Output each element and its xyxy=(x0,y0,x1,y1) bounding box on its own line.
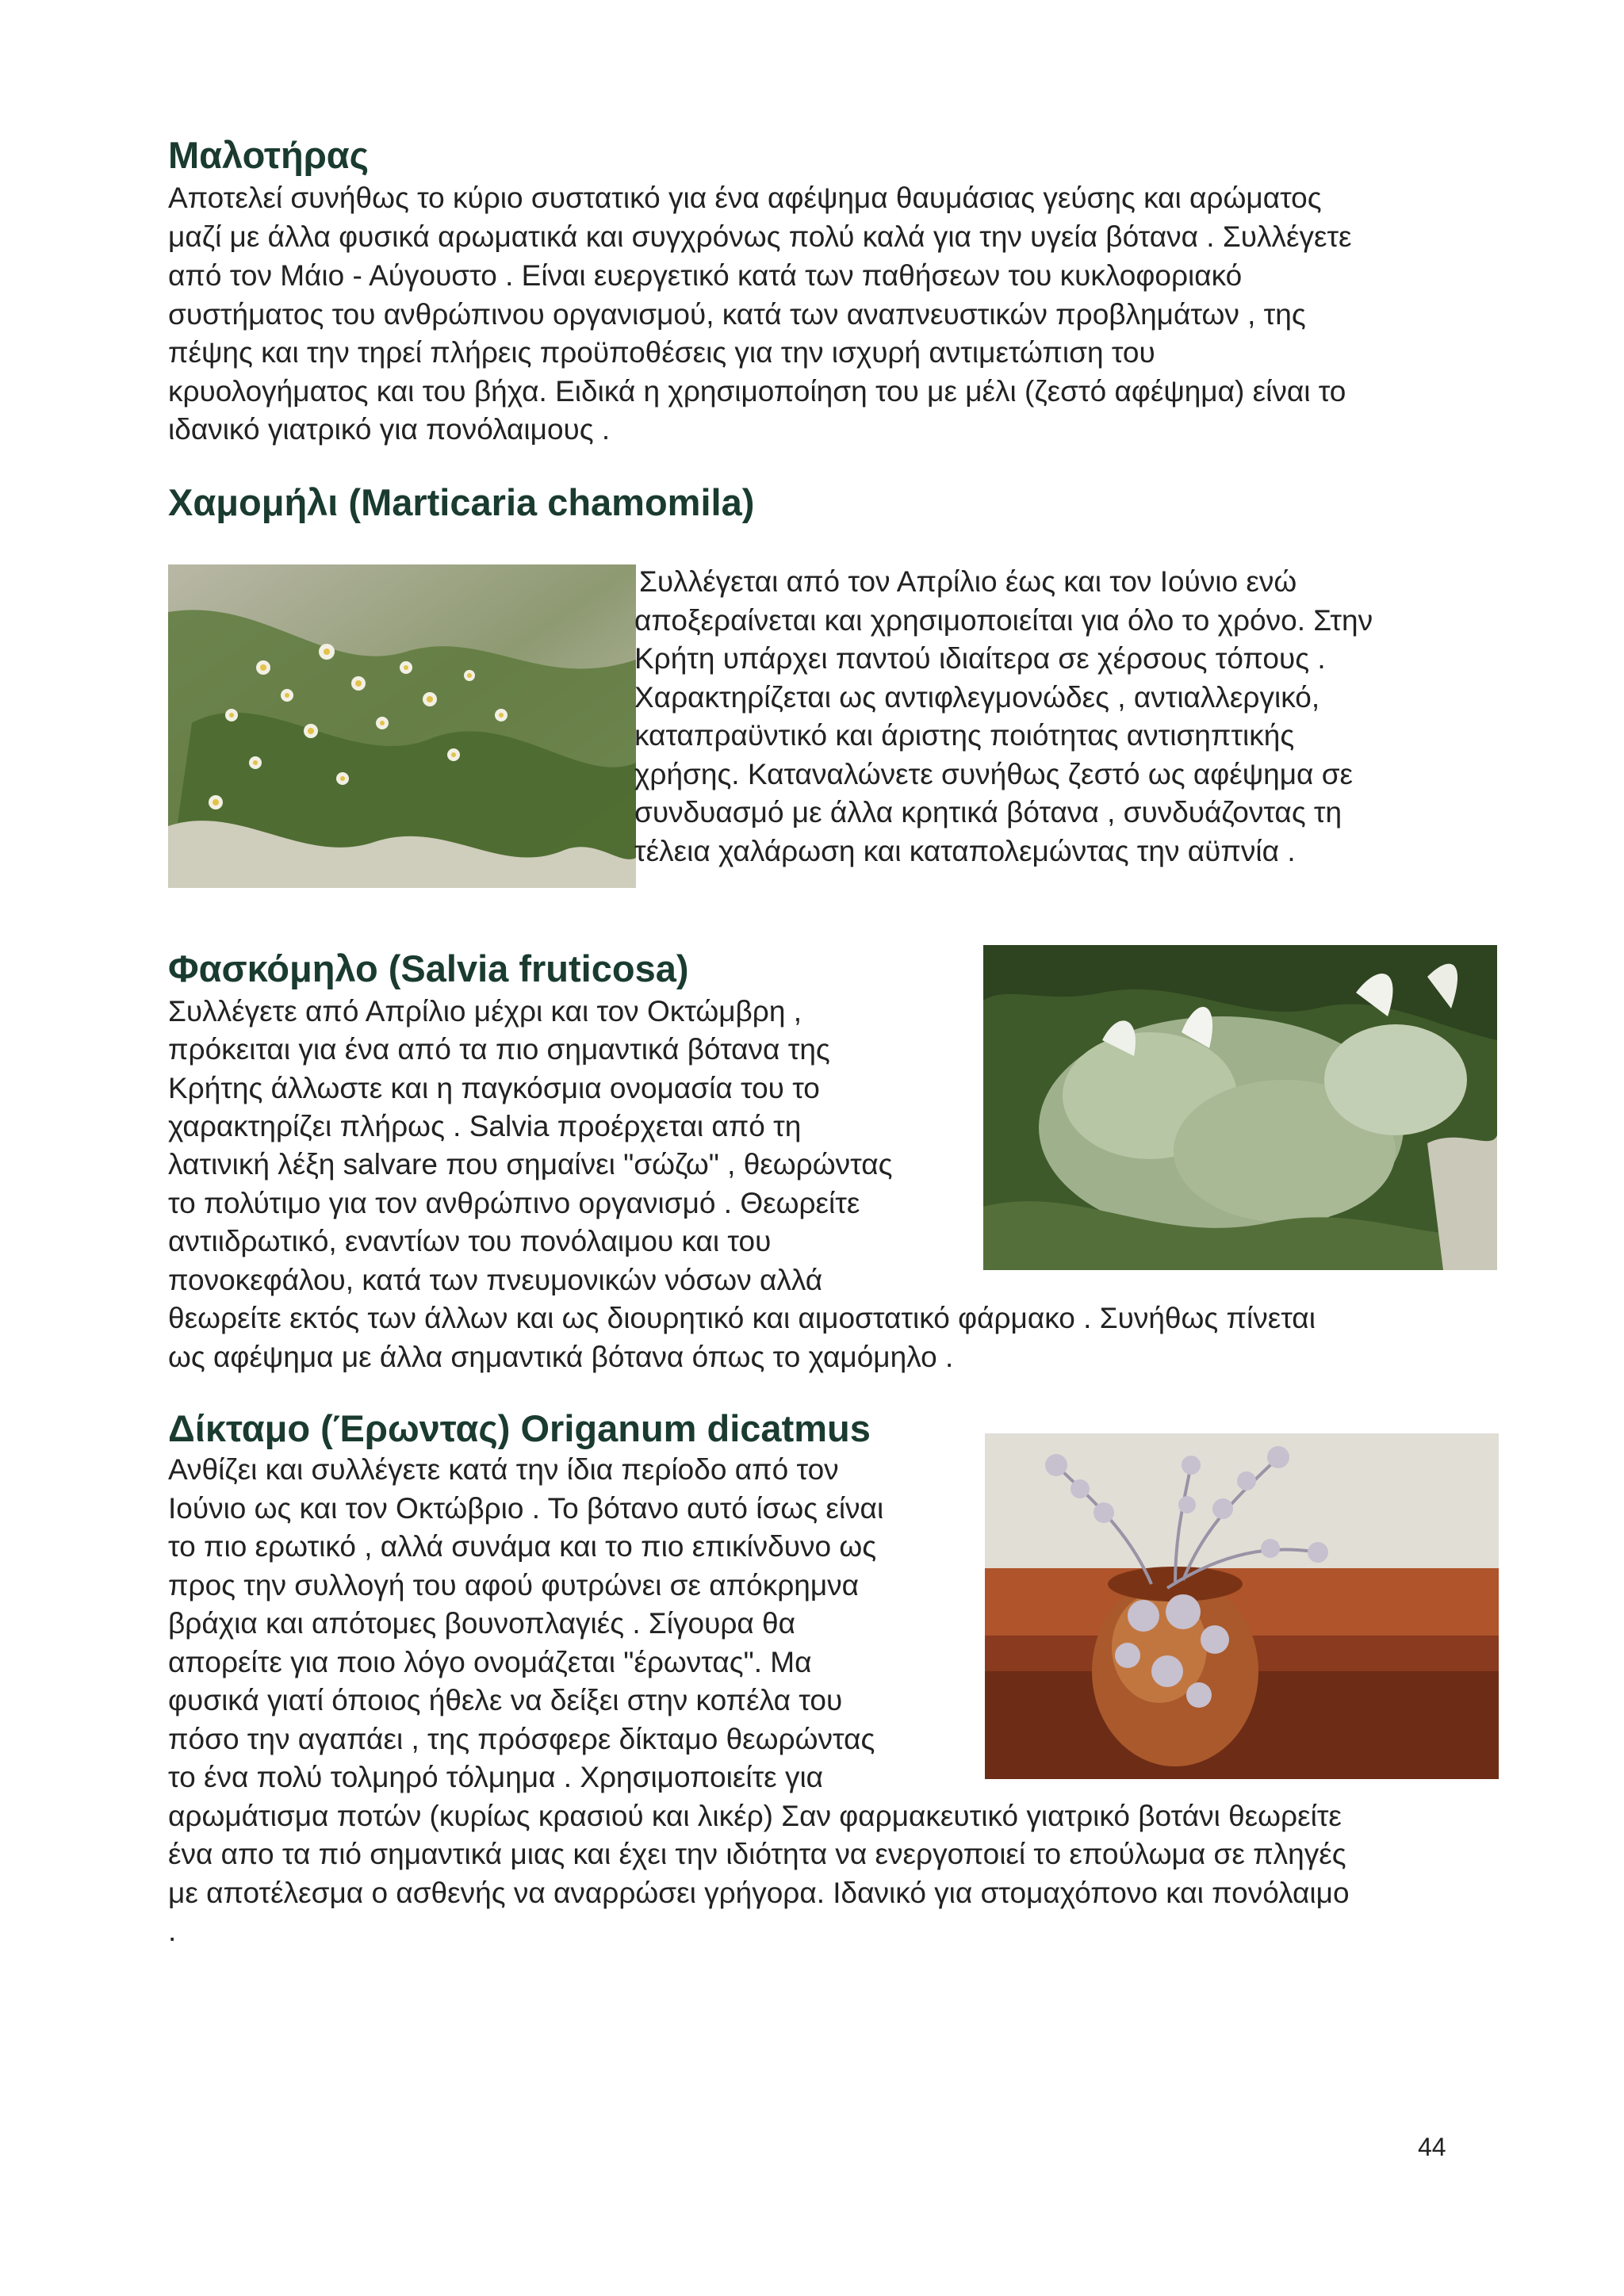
body-line: Αποτελεί συνήθως το κύριο συστατικό για ένα αφέψημα θαυμάσιας γεύσης και αρώματος xyxy=(168,182,1322,214)
dittany-photo xyxy=(985,1433,1499,1779)
body-line: πονοκεφάλου, κατά των πνευμονικών νόσων αλλά xyxy=(168,1264,823,1296)
body-line: βράχια και απότομες βουνοπλαγιές . Σίγουρα θα xyxy=(168,1607,796,1640)
body-line: το πιο ερωτικό , αλλά συνάμα και το πιο επικίνδυνο ως xyxy=(168,1530,877,1563)
body-line: Ανθίζει και συλλέγετε κατά την ίδια περίοδο από τον xyxy=(168,1453,839,1486)
body-line: αποξεραίνεται και χρησιμοποιείται για όλο το χρόνο. Στην xyxy=(634,604,1373,637)
body-line: με αποτέλεσμα ο ασθενής να αναρρώσει γρήγορα. Ιδανικό για στομαχόπονο και πονόλαιμο xyxy=(168,1877,1350,1909)
body-line: Χαρακτηρίζεται ως αντιφλεγμονώδες , αντιαλλεργικό, xyxy=(634,681,1320,714)
body-line: πέψης και την τηρεί πλήρεις προϋποθέσεις για την ισχυρή αντιμετώπιση του xyxy=(168,336,1155,369)
page-number: 44 xyxy=(1418,2133,1446,2161)
body-line: προς την συλλογή του αφού φυτρώνει σε απόκρημνα xyxy=(168,1569,860,1601)
body-line: Ιούνιο ως και τον Οκτώβριο . Το βότανο αυτό ίσως είναι xyxy=(168,1492,884,1525)
body-line: συνδυασμό με άλλα κρητικά βότανα , συνδυάζοντας τη xyxy=(634,796,1342,828)
body-line: Κρήτη υπάρχει παντού ιδιαίτερα σε χέρσους τόπους . xyxy=(634,642,1326,675)
section-title-dittany: Δίκταμο (Έρωντας) Origanum dicatmus xyxy=(168,1407,871,1449)
body-line: Κρήτης άλλωστε και η παγκόσμια ονομασία του το xyxy=(168,1072,820,1104)
body-line: το πολύτιμο για τον ανθρώπινο οργανισμό . Θεωρείτε xyxy=(168,1187,860,1219)
body-line: ένα απο τα πιό σημαντικά μιας και έχει την ιδιότητα να ενεργοποιεί το επούλωμα σε πληγές xyxy=(168,1838,1346,1870)
body-line: Συλλέγετε από Απρίλιο μέχρι και τον Οκτώμβρη , xyxy=(168,995,802,1027)
body-line: χρήσης. Καταναλώνετε συνήθως ζεστό ως αφέψημα σε xyxy=(634,758,1354,790)
body-line: ιδανικό γιατρικό για πονόλαιμους . xyxy=(168,413,611,446)
body-line: Συλλέγεται από τον Απρίλιο έως και τον Ιούνιο ενώ xyxy=(639,565,1297,598)
body-line: συστήματος του ανθρώπινου οργανισμού, κατά των αναπνευστικών προβλημάτων , της xyxy=(168,298,1306,331)
body-line: κρυολογήματος και του βήχα. Ειδικά η χρησιμοποίηση του με μέλι (ζεστό αφέψημα) είναι το xyxy=(168,375,1346,408)
body-line: καταπραϋντικό και άριστης ποιότητας αντισηπτικής xyxy=(634,719,1295,752)
chamomile-photo xyxy=(168,564,636,888)
body-line: λατινική λέξη salvare που σημαίνει "σώζω" , θεωρώντας xyxy=(168,1148,893,1181)
body-line: χαρακτηρίζει πλήρως . Salvia προέρχεται από τη xyxy=(168,1110,802,1142)
body-line: πρόκειται για ένα από τα πιο σημαντικά βότανα της xyxy=(168,1033,830,1066)
body-line: μαζί με άλλα φυσικά αρωματικά και συγχρόνως πολύ καλά για την υγεία βότανα . Συλλέγετε xyxy=(168,220,1352,253)
body-line: τέλεια χαλάρωση και καταπολεμώντας την αϋπνία . xyxy=(634,835,1296,867)
section-title-chamomile: Χαμομήλι (Marticaria chamomila) xyxy=(168,481,755,523)
body-line: πόσο την αγαπάει , της πρόσφερε δίκταμο θεωρώντας xyxy=(168,1723,875,1755)
body-line: αντιιδρωτικό, εναντίων του πονόλαιμου και του xyxy=(168,1225,772,1257)
body-line: φυσικά γιατί όποιος ήθελε να δείξει στην κοπέλα του xyxy=(168,1684,843,1716)
body-line: το ένα πολύ τολμηρό τόλμημα . Χρησιμοποιείτε για xyxy=(168,1761,824,1793)
section-title-malotiras: Μαλοτήρας xyxy=(168,134,370,176)
body-line: ως αφέψημα με άλλα σημαντικά βότανα όπως το χαμόμηλο . xyxy=(168,1341,954,1373)
body-line: . xyxy=(168,1915,177,1947)
body-line: θεωρείτε εκτός των άλλων και ως διουρητικό και αιμοστατικό φάρμακο . Συνήθως πίνεται xyxy=(168,1302,1316,1334)
body-line: από τον Μάιο - Αύγουστο . Είναι ευεργετικό κατά των παθήσεων του κυκλοφοριακό xyxy=(168,259,1243,292)
section-title-sage: Φασκόμηλο (Salvia fruticosa) xyxy=(168,947,689,989)
sage-photo xyxy=(983,945,1497,1270)
body-line: απορείτε για ποιο λόγο ονομάζεται "έρωντας". Μα xyxy=(168,1646,812,1678)
body-line: αρωμάτισμα ποτών (κυρίως κρασιού και λικέρ) Σαν φαρμακευτικό γιατρικό βοτάνι θεωρείτε xyxy=(168,1800,1342,1832)
